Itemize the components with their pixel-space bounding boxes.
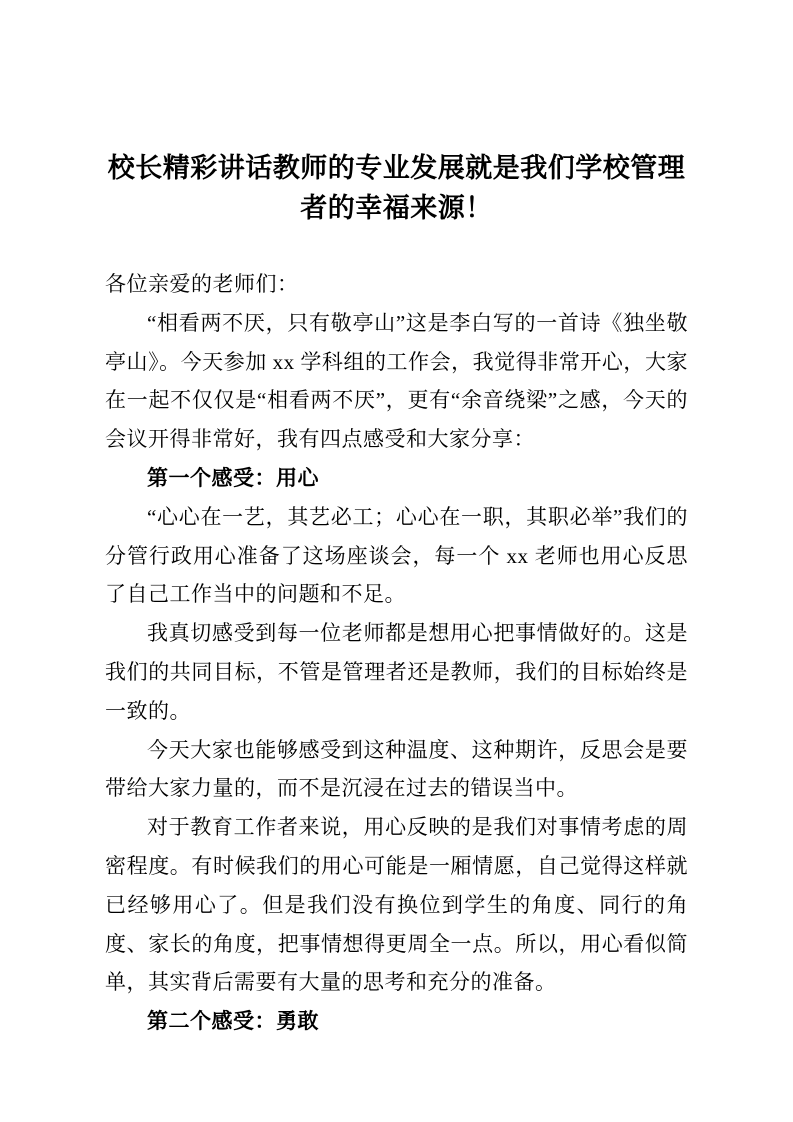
document-title [105, 148, 688, 228]
paragraph-thoroughness: 对于教育工作者来说，用心反映的是我们对事情考虑的周密程度。有时候我们的用心可能是一厢情愿，自己觉得这样就已经够用心了。但是我们没有换位到学生的角度、同行的角度、家长的角度，把事情想得更周全一点。所以，用心看似简单，其实背后需要有大量的思考和充分的准备。 [105, 815, 688, 995]
paragraph-intro: “相看两不厌，只有敬亭山”这是李白写的一首诗《独坐敬亭山》。今天参加 xx 学科组的工作会，我觉得非常开心，大家在一起不仅仅是“相看两不厌”，更有“余音绕梁”之感，今天的会议开得非常好，我有四点感受和大家分享： [105, 310, 688, 452]
document-title-line-2: 者的幸福来源！ [300, 193, 493, 223]
paragraph-dedication-quote: “心心在一艺，其艺必工；心心在一职，其职必举”我们的分管行政用心准备了这场座谈会，每一个 xx 老师也用心反思了自己工作当中的问题和不足。 [105, 504, 688, 607]
document-title-line-1: 校长精彩讲话教师的专业发展就是我们学校管理 [107, 153, 686, 183]
paragraph-warmth-expectation: 今天大家也能够感受到这种温度、这种期许，反思会是要带给大家力量的，而不是沉浸在过去的错误当中。 [105, 737, 688, 801]
document-body [105, 265, 688, 1041]
paragraph-shared-goal: 我真切感受到每一位老师都是想用心把事情做好的。这是我们的共同目标，不管是管理者还是教师，我们的目标始终是一致的。 [105, 621, 688, 723]
salutation: 各位亲爱的老师们： [105, 272, 299, 296]
section-heading-first-feeling: 第一个感受：用心 [147, 465, 319, 490]
section-heading-second-feeling: 第二个感受：勇敢 [147, 1009, 319, 1034]
